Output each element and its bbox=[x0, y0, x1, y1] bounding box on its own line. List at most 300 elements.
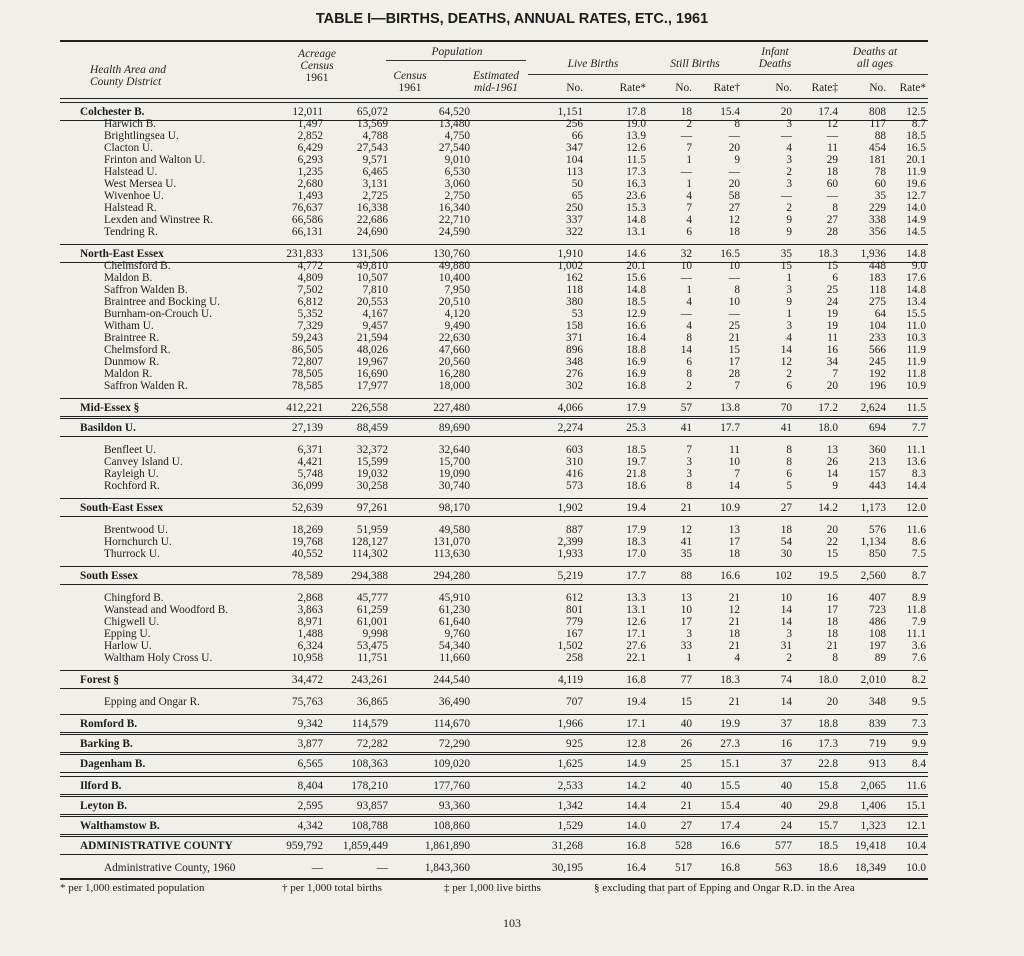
cell-live-births-rate: 16.8 bbox=[626, 674, 646, 686]
cell-still-births-no: 27 bbox=[680, 820, 692, 832]
district-name: Braintree R. bbox=[104, 332, 160, 344]
cell-infant-deaths-no: 14 bbox=[780, 616, 792, 628]
cell-live-births-no: 573 bbox=[566, 480, 583, 492]
cell-live-births-no: 801 bbox=[566, 604, 583, 616]
table-row bbox=[60, 480, 928, 492]
district-name: Rochford R. bbox=[104, 480, 160, 492]
cell-infant-deaths-no: 2 bbox=[786, 202, 792, 214]
cell-deaths-no: 183 bbox=[869, 272, 886, 284]
cell-live-births-rate: 13.3 bbox=[626, 592, 646, 604]
cell-census: 114,579 bbox=[351, 718, 388, 730]
cell-census: 108,363 bbox=[351, 758, 388, 770]
cell-infant-deaths-rate: 18.0 bbox=[818, 422, 838, 434]
cell-live-births-no: 2,533 bbox=[557, 780, 583, 792]
cell-census: 17,977 bbox=[356, 380, 388, 392]
cell-still-births-no: 4 bbox=[686, 296, 692, 308]
cell-still-births-rate: 8 bbox=[734, 284, 740, 296]
cell-live-births-no: 302 bbox=[566, 380, 583, 392]
cell-deaths-rate: 20.1 bbox=[906, 154, 926, 166]
cell-live-births-rate: 27.6 bbox=[626, 640, 646, 652]
cell-census: 97,261 bbox=[356, 502, 388, 514]
cell-deaths-no: 338 bbox=[869, 214, 886, 226]
cell-still-births-no: 77 bbox=[680, 674, 692, 686]
cell-live-births-rate: 23.6 bbox=[626, 190, 646, 202]
table-row bbox=[60, 356, 928, 368]
cell-live-births-no: 158 bbox=[566, 320, 583, 332]
section-underline bbox=[60, 854, 928, 855]
cell-infant-deaths-rate: 20 bbox=[826, 524, 838, 536]
cell-estimated: 93,360 bbox=[438, 800, 470, 812]
section-row bbox=[60, 570, 928, 582]
cell-acreage: 6,565 bbox=[297, 758, 323, 770]
cell-infant-deaths-no: 3 bbox=[786, 118, 792, 130]
cell-deaths-no: 454 bbox=[869, 142, 886, 154]
cell-estimated: 109,020 bbox=[433, 758, 470, 770]
table-row bbox=[60, 284, 928, 296]
cell-still-births-rate: 12 bbox=[728, 604, 740, 616]
cell-census: 4,788 bbox=[362, 130, 388, 142]
cell-estimated: 18,000 bbox=[438, 380, 470, 392]
cell-estimated: 3,060 bbox=[444, 178, 470, 190]
cell-still-births-no: 3 bbox=[686, 468, 692, 480]
estimated-header: Estimated mid-1961 bbox=[473, 70, 519, 94]
cell-acreage: 2,852 bbox=[297, 130, 323, 142]
cell-deaths-rate: 11.1 bbox=[906, 444, 926, 456]
cell-still-births-rate: 18.3 bbox=[720, 674, 740, 686]
cell-live-births-no: 1,002 bbox=[557, 260, 583, 272]
cell-infant-deaths-no: 2 bbox=[786, 368, 792, 380]
cell-still-births-no: 10 bbox=[680, 260, 692, 272]
cell-infant-deaths-rate: 34 bbox=[826, 356, 838, 368]
cell-deaths-rate: 8.2 bbox=[911, 674, 926, 686]
section-underline bbox=[60, 814, 928, 815]
cell-acreage: 412,221 bbox=[286, 402, 323, 414]
cell-still-births-rate: 16.8 bbox=[720, 862, 740, 874]
section-row bbox=[60, 820, 928, 832]
cell-estimated: 16,340 bbox=[438, 202, 470, 214]
cell-acreage: 3,877 bbox=[297, 738, 323, 750]
cell-still-births-no: 4 bbox=[686, 320, 692, 332]
section-rule bbox=[60, 498, 928, 499]
cell-deaths-no: 1,323 bbox=[860, 820, 886, 832]
cell-infant-deaths-no: 577 bbox=[775, 840, 792, 852]
cell-deaths-rate: 8.3 bbox=[911, 468, 926, 480]
cell-deaths-rate: 12.0 bbox=[906, 502, 926, 514]
cell-infant-deaths-rate: 9 bbox=[832, 480, 838, 492]
cell-still-births-rate: 15 bbox=[728, 344, 740, 356]
table-row bbox=[60, 142, 928, 154]
cell-live-births-no: 1,902 bbox=[557, 502, 583, 514]
cell-deaths-no: 1,134 bbox=[860, 536, 886, 548]
cell-estimated: 32,640 bbox=[438, 444, 470, 456]
cell-live-births-no: 66 bbox=[571, 130, 583, 142]
cell-deaths-rate: 14.8 bbox=[906, 248, 926, 260]
cell-census: 9,571 bbox=[362, 154, 388, 166]
cell-still-births-rate: 18 bbox=[728, 548, 740, 560]
cell-infant-deaths-rate: 27 bbox=[826, 214, 838, 226]
cell-deaths-rate: 7.7 bbox=[911, 422, 926, 434]
cell-deaths-no: 719 bbox=[869, 738, 886, 750]
cell-still-births-no: 4 bbox=[686, 214, 692, 226]
cell-infant-deaths-no: 31 bbox=[780, 640, 792, 652]
cell-estimated: 61,640 bbox=[438, 616, 470, 628]
cell-infant-deaths-no: 37 bbox=[780, 758, 792, 770]
district-name: Benfleet U. bbox=[104, 444, 157, 456]
cell-estimated: 177,760 bbox=[433, 780, 470, 792]
cell-estimated: 244,540 bbox=[433, 674, 470, 686]
cell-deaths-rate: 19.6 bbox=[906, 178, 926, 190]
district-name: Romford B. bbox=[80, 718, 138, 730]
cell-estimated: 19,090 bbox=[438, 468, 470, 480]
cell-infant-deaths-rate: 29.8 bbox=[818, 800, 838, 812]
cell-live-births-no: 1,966 bbox=[557, 718, 583, 730]
cell-live-births-rate: 17.9 bbox=[626, 402, 646, 414]
cell-deaths-no: 1,406 bbox=[860, 800, 886, 812]
cell-census: 6,465 bbox=[362, 166, 388, 178]
district-name: Dunmow R. bbox=[104, 356, 160, 368]
cell-deaths-no: 913 bbox=[869, 758, 886, 770]
cell-infant-deaths-rate: 18 bbox=[826, 616, 838, 628]
cell-still-births-no: 57 bbox=[680, 402, 692, 414]
cell-deaths-no: 1,936 bbox=[860, 248, 886, 260]
cell-estimated: 15,700 bbox=[438, 456, 470, 468]
table-row bbox=[60, 154, 928, 166]
cell-still-births-no: 35 bbox=[680, 548, 692, 560]
cell-infant-deaths-no: — bbox=[780, 130, 792, 142]
cell-acreage: 59,243 bbox=[291, 332, 323, 344]
header-bottom-rule bbox=[60, 98, 928, 99]
cell-deaths-no: 108 bbox=[869, 628, 886, 640]
cell-deaths-no: 104 bbox=[869, 320, 886, 332]
cell-deaths-no: 118 bbox=[869, 284, 886, 296]
live-births-header: Live Births bbox=[567, 58, 619, 70]
cell-deaths-rate: 8.6 bbox=[911, 536, 926, 548]
cell-still-births-no: 33 bbox=[680, 640, 692, 652]
cell-infant-deaths-rate: 11 bbox=[827, 332, 838, 344]
cell-census: 108,788 bbox=[351, 820, 388, 832]
cell-still-births-rate: — bbox=[728, 130, 740, 142]
cell-infant-deaths-rate: 20 bbox=[826, 696, 838, 708]
cell-census: 93,857 bbox=[356, 800, 388, 812]
subheader-rule bbox=[528, 74, 928, 75]
cell-acreage: 5,748 bbox=[297, 468, 323, 480]
cell-infant-deaths-rate: 18.5 bbox=[818, 840, 838, 852]
cell-deaths-rate: 11.6 bbox=[906, 780, 926, 792]
cell-still-births-rate: 20 bbox=[728, 142, 740, 154]
cell-census: 36,865 bbox=[356, 696, 388, 708]
cell-census: 7,810 bbox=[362, 284, 388, 296]
district-name: Tendring R. bbox=[104, 226, 158, 238]
cell-estimated: 6,530 bbox=[444, 166, 470, 178]
cell-census: 53,475 bbox=[356, 640, 388, 652]
cell-live-births-rate: 16.8 bbox=[626, 840, 646, 852]
cell-infant-deaths-no: 18 bbox=[780, 524, 792, 536]
cell-estimated: 49,880 bbox=[438, 260, 470, 272]
cell-acreage: 52,639 bbox=[291, 502, 323, 514]
cell-still-births-rate: — bbox=[728, 166, 740, 178]
cell-infant-deaths-rate: 22 bbox=[826, 536, 838, 548]
table-row bbox=[60, 468, 928, 480]
cell-estimated: 16,280 bbox=[438, 368, 470, 380]
cell-deaths-no: 64 bbox=[874, 308, 886, 320]
cell-live-births-no: 31,268 bbox=[551, 840, 583, 852]
cell-acreage: 66,131 bbox=[291, 226, 323, 238]
table-row bbox=[60, 862, 928, 874]
table-row bbox=[60, 226, 928, 238]
cell-live-births-no: 925 bbox=[566, 738, 583, 750]
population-rule bbox=[386, 60, 526, 61]
section-rule bbox=[60, 244, 928, 245]
cell-live-births-no: 310 bbox=[566, 456, 583, 468]
cell-deaths-no: 694 bbox=[869, 422, 886, 434]
cell-estimated: 89,690 bbox=[438, 422, 470, 434]
district-name: Burnham-on-Crouch U. bbox=[104, 308, 212, 320]
district-name: Thurrock U. bbox=[104, 548, 160, 560]
cell-deaths-no: 88 bbox=[874, 130, 886, 142]
cell-live-births-no: 1,625 bbox=[557, 758, 583, 770]
cell-infant-deaths-no: 14 bbox=[780, 604, 792, 616]
cell-infant-deaths-no: 9 bbox=[786, 226, 792, 238]
cell-live-births-no: 2,399 bbox=[557, 536, 583, 548]
cell-estimated: 114,670 bbox=[433, 718, 470, 730]
cell-census: 11,751 bbox=[357, 652, 388, 664]
cell-still-births-rate: 11 bbox=[729, 444, 740, 456]
cell-still-births-no: 1 bbox=[686, 178, 692, 190]
cell-estimated: 9,760 bbox=[444, 628, 470, 640]
cell-deaths-no: 348 bbox=[869, 696, 886, 708]
cell-deaths-rate: 17.6 bbox=[906, 272, 926, 284]
cell-census: 4,167 bbox=[362, 308, 388, 320]
cell-still-births-rate: 17.4 bbox=[720, 820, 740, 832]
cell-census: 3,131 bbox=[362, 178, 388, 190]
table-row bbox=[60, 640, 928, 652]
cell-still-births-rate: 15.5 bbox=[720, 780, 740, 792]
table-row bbox=[60, 308, 928, 320]
cell-infant-deaths-no: 4 bbox=[786, 332, 792, 344]
cell-acreage: 4,421 bbox=[297, 456, 323, 468]
cell-deaths-rate: 10.9 bbox=[906, 380, 926, 392]
cell-estimated: 30,740 bbox=[438, 480, 470, 492]
cell-estimated: 4,750 bbox=[444, 130, 470, 142]
cell-acreage: 27,139 bbox=[291, 422, 323, 434]
cell-live-births-rate: 14.4 bbox=[626, 800, 646, 812]
cell-live-births-rate: 12.6 bbox=[626, 142, 646, 154]
cell-acreage: 66,586 bbox=[291, 214, 323, 226]
table-row bbox=[60, 524, 928, 536]
cell-infant-deaths-no: 3 bbox=[786, 320, 792, 332]
cell-estimated: 113,630 bbox=[433, 548, 470, 560]
cell-deaths-rate: 12.5 bbox=[906, 106, 926, 118]
cell-deaths-rate: 3.6 bbox=[911, 640, 926, 652]
district-name: Hornchurch U. bbox=[104, 536, 172, 548]
cell-still-births-no: 26 bbox=[680, 738, 692, 750]
cell-live-births-rate: 12.6 bbox=[626, 616, 646, 628]
cell-estimated: 10,400 bbox=[438, 272, 470, 284]
cell-live-births-no: 416 bbox=[566, 468, 583, 480]
cell-infant-deaths-no: 12 bbox=[780, 356, 792, 368]
cell-deaths-rate: 11.9 bbox=[906, 166, 926, 178]
cell-estimated: 54,340 bbox=[438, 640, 470, 652]
district-name: Wivenhoe U. bbox=[104, 190, 164, 202]
cell-still-births-rate: 21 bbox=[728, 592, 740, 604]
cell-acreage: 75,763 bbox=[291, 696, 323, 708]
cell-estimated: 7,950 bbox=[444, 284, 470, 296]
deaths-header: Deaths at all ages bbox=[852, 46, 898, 70]
cell-acreage: 34,472 bbox=[291, 674, 323, 686]
cell-acreage: 6,324 bbox=[297, 640, 323, 652]
cell-live-births-no: 250 bbox=[566, 202, 583, 214]
section-row bbox=[60, 422, 928, 434]
district-name: Wanstead and Woodford B. bbox=[104, 604, 229, 616]
section-rule bbox=[60, 776, 928, 777]
cell-infant-deaths-no: 24 bbox=[780, 820, 792, 832]
cell-deaths-rate: 14.0 bbox=[906, 202, 926, 214]
cell-deaths-rate: 11.6 bbox=[906, 524, 926, 536]
cell-still-births-no: 7 bbox=[686, 202, 692, 214]
cell-deaths-rate: 10.3 bbox=[906, 332, 926, 344]
cell-live-births-rate: 14.8 bbox=[626, 284, 646, 296]
table-row bbox=[60, 178, 928, 190]
cell-live-births-no: 1,910 bbox=[557, 248, 583, 260]
cell-estimated: 108,860 bbox=[433, 820, 470, 832]
cell-still-births-no: 13 bbox=[680, 592, 692, 604]
cell-census: 16,690 bbox=[356, 368, 388, 380]
cell-still-births-no: 25 bbox=[680, 758, 692, 770]
cell-infant-deaths-no: 54 bbox=[780, 536, 792, 548]
cell-infant-deaths-rate: 14 bbox=[826, 468, 838, 480]
cell-estimated: 2,750 bbox=[444, 190, 470, 202]
deaths-no-header: No. bbox=[869, 82, 886, 94]
cell-deaths-rate: 13.6 bbox=[906, 456, 926, 468]
table-row bbox=[60, 272, 928, 284]
cell-still-births-no: 14 bbox=[680, 344, 692, 356]
cell-deaths-rate: 9.9 bbox=[911, 738, 926, 750]
section-underline bbox=[60, 688, 928, 689]
cell-deaths-rate: 8.9 bbox=[911, 592, 926, 604]
cell-census: 21,594 bbox=[356, 332, 388, 344]
cell-deaths-no: 233 bbox=[869, 332, 886, 344]
cell-deaths-rate: 7.5 bbox=[911, 548, 926, 560]
cell-still-births-no: 1 bbox=[686, 284, 692, 296]
district-name: Harwich B. bbox=[104, 118, 157, 130]
cell-infant-deaths-no: 14 bbox=[780, 344, 792, 356]
district-name: South-East Essex bbox=[80, 502, 164, 514]
cell-estimated: 1,861,890 bbox=[424, 840, 470, 852]
cell-deaths-no: 192 bbox=[869, 368, 886, 380]
cell-infant-deaths-no: 40 bbox=[780, 800, 792, 812]
table-row bbox=[60, 456, 928, 468]
cell-still-births-rate: 21 bbox=[728, 616, 740, 628]
cell-census: 243,261 bbox=[351, 674, 388, 686]
cell-still-births-no: — bbox=[680, 308, 692, 320]
infant-deaths-rate-header: Rate‡ bbox=[811, 82, 838, 94]
cell-estimated: 131,070 bbox=[433, 536, 470, 548]
cell-still-births-no: 40 bbox=[680, 780, 692, 792]
cell-deaths-rate: 13.4 bbox=[906, 296, 926, 308]
district-name: Maldon R. bbox=[104, 368, 153, 380]
district-name: Witham U. bbox=[104, 320, 154, 332]
section-rule bbox=[60, 102, 928, 103]
cell-infant-deaths-rate: 24 bbox=[826, 296, 838, 308]
district-name: South Essex bbox=[80, 570, 139, 582]
cell-deaths-no: 2,065 bbox=[860, 780, 886, 792]
cell-infant-deaths-rate: — bbox=[826, 130, 838, 142]
subheader-row bbox=[60, 82, 928, 94]
cell-census: 49,810 bbox=[356, 260, 388, 272]
cell-still-births-no: 7 bbox=[686, 142, 692, 154]
cell-deaths-rate: 14.5 bbox=[906, 226, 926, 238]
cell-infant-deaths-no: 15 bbox=[780, 260, 792, 272]
cell-live-births-no: 4,066 bbox=[557, 402, 583, 414]
district-name: Administrative County, 1960 bbox=[104, 862, 236, 874]
cell-infant-deaths-no: 70 bbox=[780, 402, 792, 414]
section-row bbox=[60, 718, 928, 730]
cell-deaths-rate: 7.6 bbox=[911, 652, 926, 664]
cell-still-births-rate: 15.1 bbox=[720, 758, 740, 770]
cell-still-births-no: 15 bbox=[680, 696, 692, 708]
section-rule bbox=[60, 796, 928, 797]
cell-infant-deaths-no: 8 bbox=[786, 444, 792, 456]
cell-acreage: 18,269 bbox=[291, 524, 323, 536]
district-name: West Mersea U. bbox=[104, 178, 177, 190]
cell-deaths-no: 89 bbox=[874, 652, 886, 664]
table-row bbox=[60, 118, 928, 130]
section-rule bbox=[60, 836, 928, 837]
cell-live-births-rate: 13.9 bbox=[626, 130, 646, 142]
cell-still-births-no: 8 bbox=[686, 480, 692, 492]
cell-estimated: 49,580 bbox=[438, 524, 470, 536]
section-row bbox=[60, 502, 928, 514]
area-header: Health Area and County District bbox=[90, 64, 167, 88]
cell-deaths-no: 181 bbox=[869, 154, 886, 166]
cell-acreage: 12,011 bbox=[292, 106, 323, 118]
cell-still-births-rate: 7 bbox=[734, 380, 740, 392]
cell-deaths-no: 60 bbox=[874, 178, 886, 190]
cell-live-births-no: 167 bbox=[566, 628, 583, 640]
table-row bbox=[60, 368, 928, 380]
table-row bbox=[60, 628, 928, 640]
cell-deaths-rate: 11.5 bbox=[906, 402, 926, 414]
cell-still-births-no: — bbox=[680, 166, 692, 178]
district-name: Halstead U. bbox=[104, 166, 158, 178]
cell-live-births-rate: 12.9 bbox=[626, 308, 646, 320]
cell-infant-deaths-no: 6 bbox=[786, 468, 792, 480]
cell-infant-deaths-rate: 28 bbox=[826, 226, 838, 238]
cell-still-births-no: 528 bbox=[675, 840, 692, 852]
cell-still-births-rate: 58 bbox=[728, 190, 740, 202]
cell-infant-deaths-rate: 11 bbox=[827, 142, 838, 154]
cell-live-births-rate: 18.5 bbox=[626, 296, 646, 308]
section-row bbox=[60, 248, 928, 260]
table-row bbox=[60, 536, 928, 548]
cell-infant-deaths-no: 2 bbox=[786, 166, 792, 178]
cell-acreage: 36,099 bbox=[291, 480, 323, 492]
cell-still-births-rate: 16.5 bbox=[720, 248, 740, 260]
table-row bbox=[60, 202, 928, 214]
cell-census: 20,553 bbox=[356, 296, 388, 308]
cell-infant-deaths-rate: 6 bbox=[832, 272, 838, 284]
cell-live-births-rate: 16.3 bbox=[626, 178, 646, 190]
cell-census: 16,338 bbox=[356, 202, 388, 214]
cell-infant-deaths-rate: 18 bbox=[826, 166, 838, 178]
cell-acreage: 5,352 bbox=[297, 308, 323, 320]
cell-still-births-no: 32 bbox=[680, 248, 692, 260]
cell-estimated: 294,280 bbox=[433, 570, 470, 582]
table-row bbox=[60, 166, 928, 178]
cell-deaths-no: 2,624 bbox=[860, 402, 886, 414]
table-row bbox=[60, 444, 928, 456]
cell-live-births-no: 612 bbox=[566, 592, 583, 604]
